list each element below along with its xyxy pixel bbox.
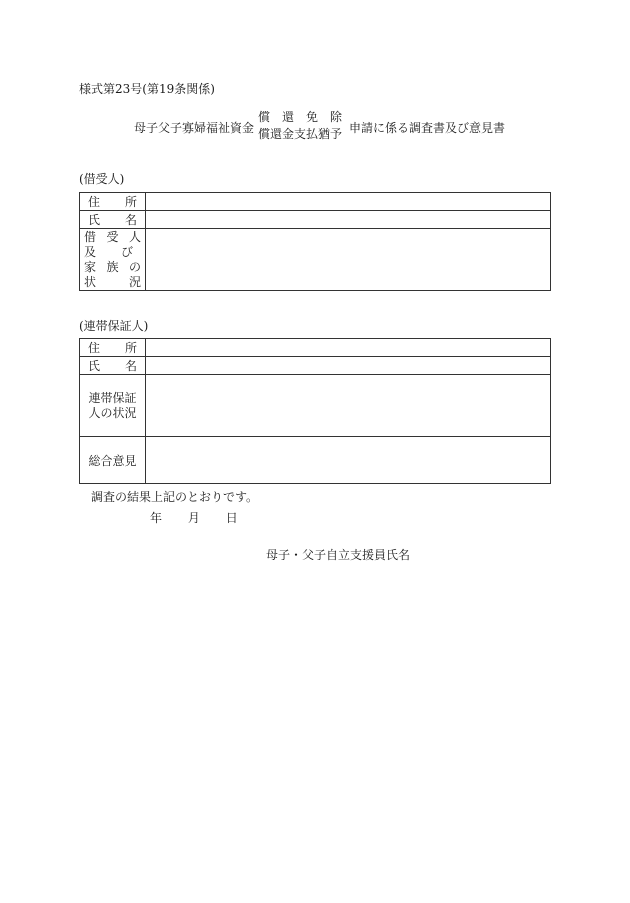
year-label: 年 (150, 511, 163, 525)
guarantor-status-label: 連帯保証 人の状況 (80, 375, 146, 437)
borrower-family-status-field[interactable] (146, 229, 551, 291)
borrower-address-field[interactable] (146, 193, 551, 211)
name-label: 氏 名 (80, 211, 146, 229)
overall-opinion-field[interactable] (146, 437, 551, 484)
date-line (150, 509, 260, 526)
day-label: 日 (225, 511, 238, 525)
address-label: 住 所 (80, 193, 146, 211)
table-row (80, 437, 551, 484)
borrower-section-label: (借受人) (79, 172, 125, 186)
address-label: 住 所 (80, 339, 146, 357)
form-number: 様式第23号(第19条関係) (79, 82, 215, 96)
overall-opinion-label: 総合意見 (80, 437, 146, 484)
guarantor-address-field[interactable] (146, 339, 551, 357)
signer-label: 母子・父子自立支援員氏名 (266, 548, 411, 562)
table-row (80, 375, 551, 437)
borrower-name-field[interactable] (146, 211, 551, 229)
table-row (80, 357, 551, 375)
result-statement: 調査の結果上記のとおりです。 (91, 490, 259, 504)
title-tail: 申請に係る調査書及び意見書 (349, 121, 506, 135)
borrower-family-status-label: 借 受 人 及 び 家 族 の 状 況 (80, 229, 146, 291)
table-row (80, 211, 551, 229)
title-option-exemption: 償 還 免 除 (258, 110, 343, 124)
table-row (80, 339, 551, 357)
table-row (80, 229, 551, 291)
guarantor-status-field[interactable] (146, 375, 551, 437)
title-options (258, 109, 342, 143)
title-main: 母子父子寡婦福祉資金 (134, 121, 255, 135)
guarantor-table (79, 338, 551, 484)
guarantor-section-label: (連帯保証人) (79, 319, 149, 333)
title-option-deferral: 償還金支払猶予 (258, 127, 343, 141)
name-label: 氏 名 (80, 357, 146, 375)
borrower-table (79, 192, 551, 291)
table-row (80, 193, 551, 211)
month-label: 月 (187, 511, 200, 525)
guarantor-name-field[interactable] (146, 357, 551, 375)
